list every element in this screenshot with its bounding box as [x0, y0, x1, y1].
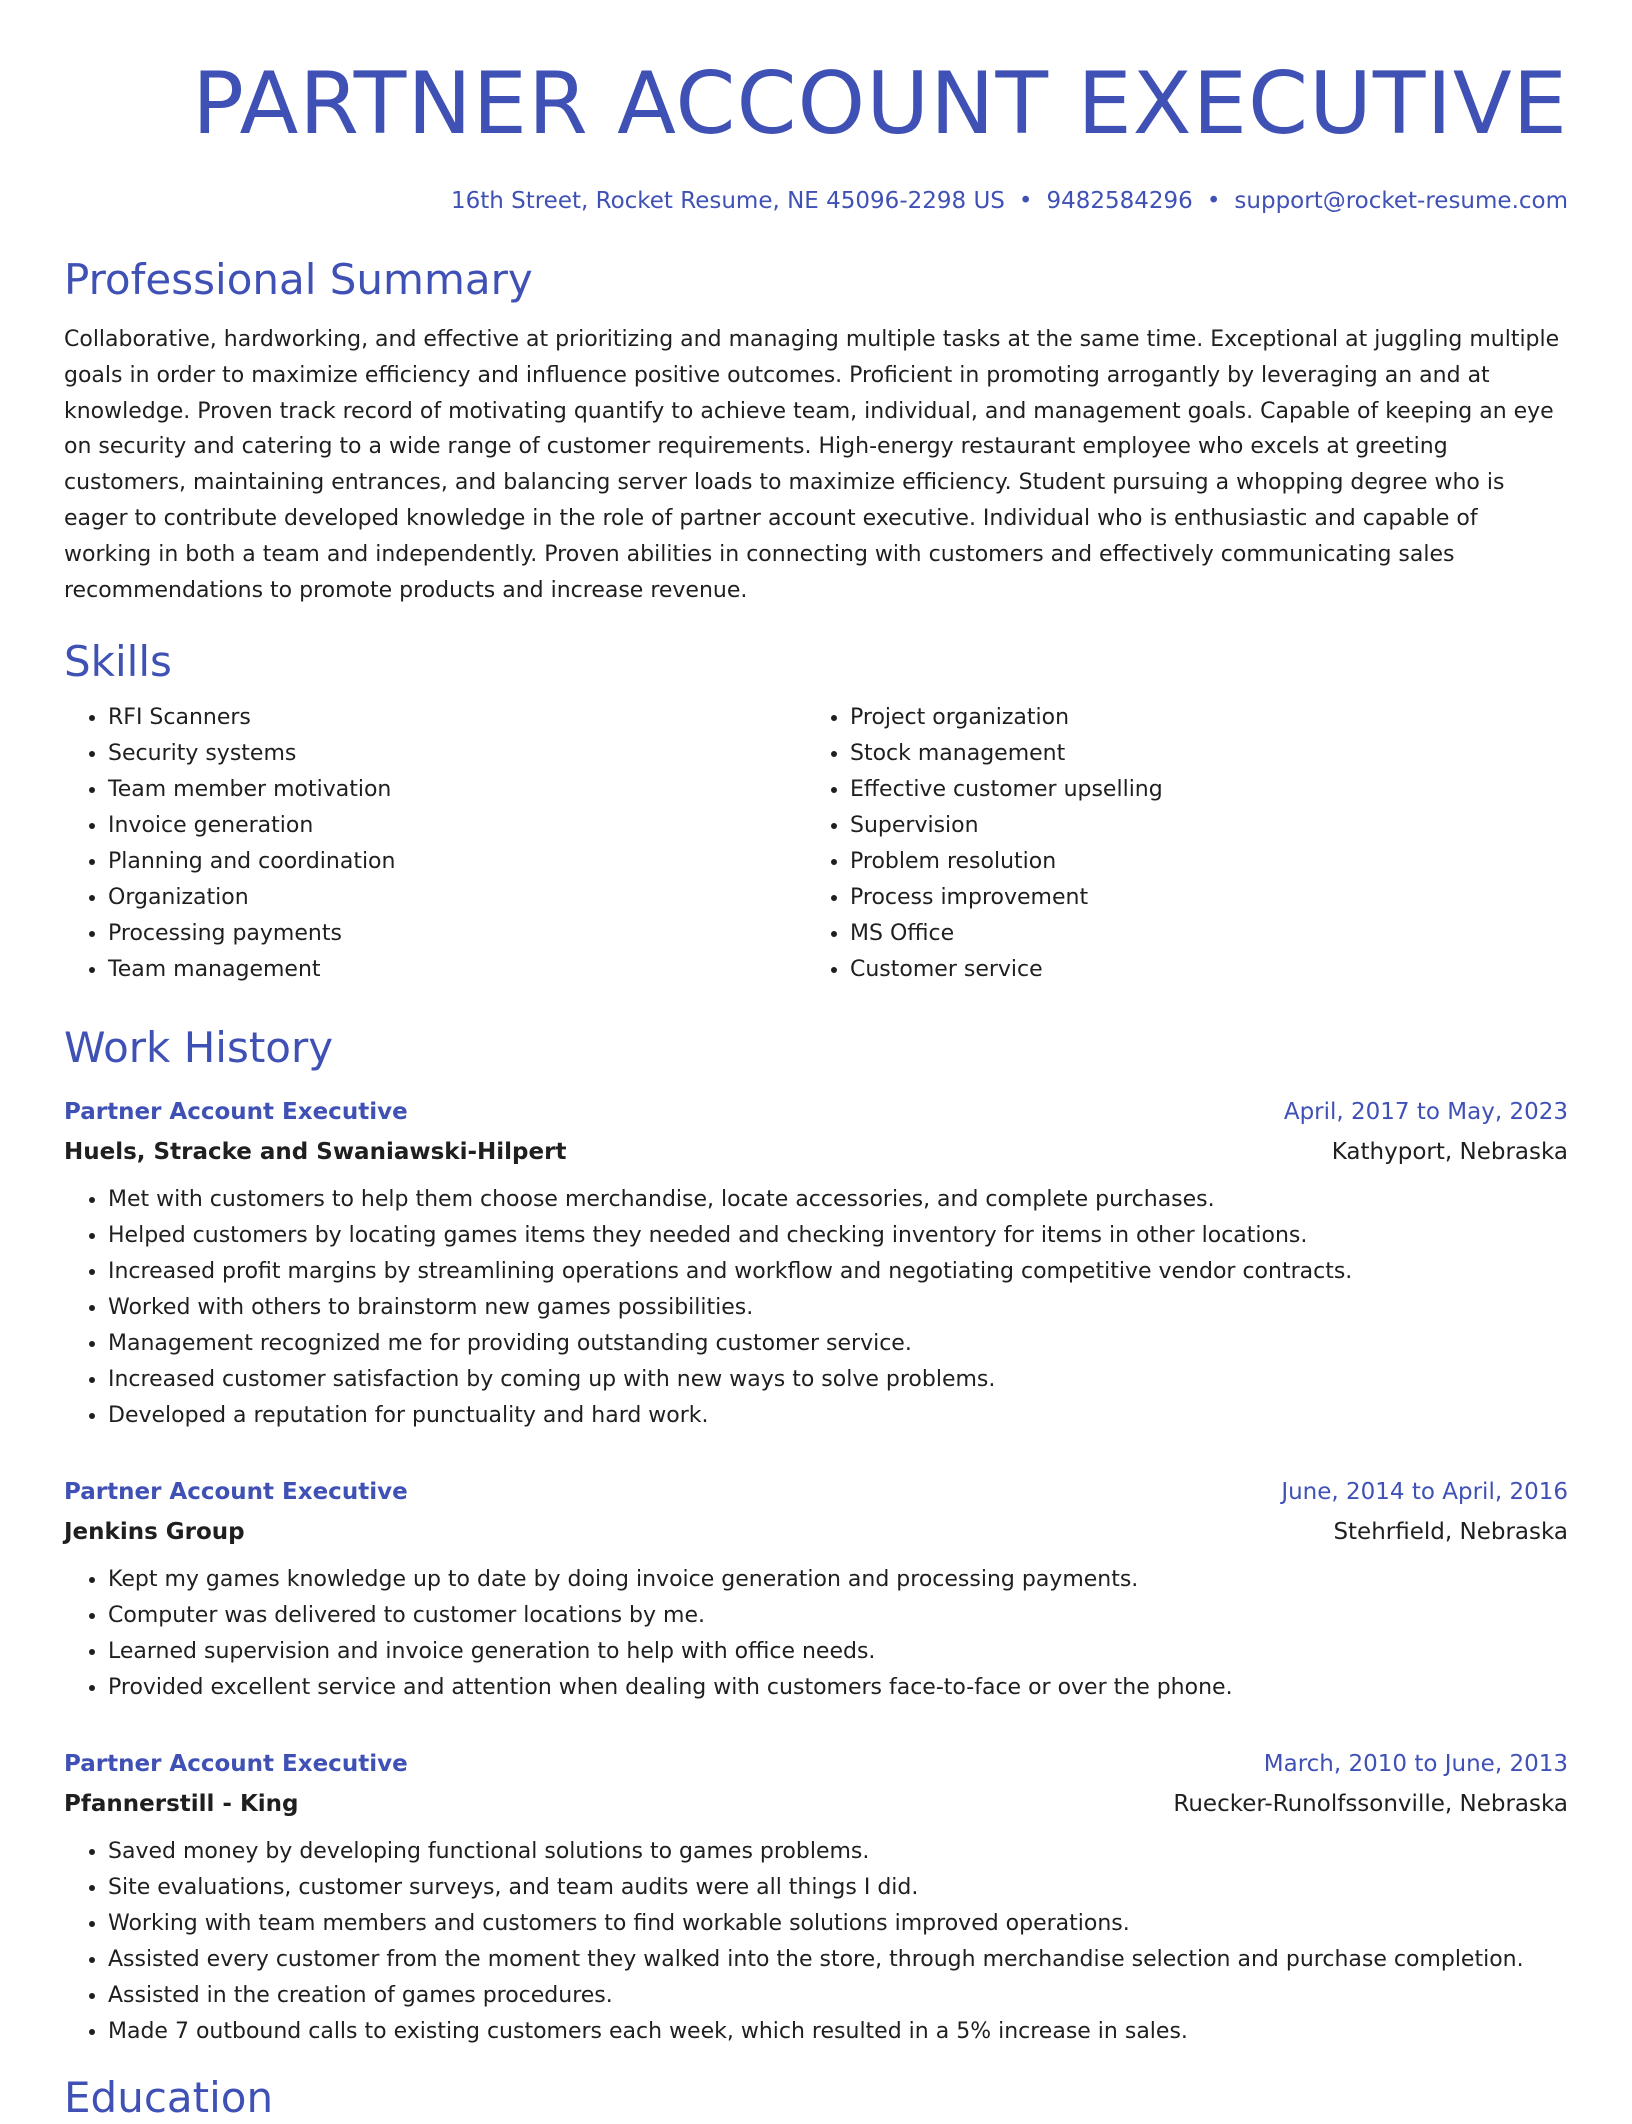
job-location: Kathyport, Nebraska: [1331, 1139, 1568, 1166]
skills-grid: [64, 700, 1568, 988]
job-header-row: [64, 1472, 1568, 1512]
education-heading: Education: [64, 2073, 274, 2123]
job-entry: [64, 1744, 1568, 2050]
job-bullet: • Met with customers to help them choose merchandise, locate accessories, and complete purchases.: [108, 1182, 1568, 1218]
job-bullets: [64, 1562, 1568, 1706]
job-title: Partner Account Executive: [64, 1751, 408, 1778]
skill-item: • Organization: [108, 880, 806, 916]
skill-item: • Problem resolution: [850, 844, 1548, 880]
job-dates: April, 2017 to May, 2023: [1283, 1099, 1568, 1126]
skill-item: • Security systems: [108, 736, 806, 772]
contact-separator: •: [1206, 188, 1221, 214]
job-company-row: [64, 1132, 1568, 1172]
skills-heading: Skills: [64, 637, 172, 687]
job-location: Stehrfield, Nebraska: [1333, 1519, 1568, 1546]
contact-line: [64, 186, 1568, 216]
job-bullet: • Learned supervision and invoice generation to help with office needs.: [108, 1634, 1568, 1670]
job-dates: March, 2010 to June, 2013: [1263, 1751, 1568, 1778]
job-bullets: [64, 1834, 1568, 2050]
job-bullet: • Increased profit margins by streamlining operations and workflow and negotiating competitive vendor contracts.: [108, 1254, 1568, 1290]
job-bullet: • Assisted every customer from the moment they walked into the store, through merchandise selection and purchase completion.: [108, 1942, 1568, 1978]
job-bullet: • Made 7 outbound calls to existing customers each week, which resulted in a 5% increase in sales.: [108, 2014, 1568, 2050]
skill-item: • Project organization: [850, 700, 1548, 736]
skill-item: • Stock management: [850, 736, 1548, 772]
summary-heading: Professional Summary: [64, 255, 533, 304]
job-company-row: [64, 1784, 1568, 1824]
skill-item: • Invoice generation: [108, 808, 806, 844]
job-bullet: • Kept my games knowledge up to date by doing invoice generation and processing payments.: [108, 1562, 1568, 1598]
skill-item: • RFI Scanners: [108, 700, 806, 736]
contact-email[interactable]: support@rocket-resume.com: [1234, 188, 1568, 214]
contact-phone: 9482584296: [1046, 188, 1193, 214]
job-bullet: • Working with team members and customers to find workable solutions improved operations.: [108, 1906, 1568, 1942]
job-location: Ruecker-Runolfssonville, Nebraska: [1173, 1791, 1568, 1818]
contact-separator: •: [1018, 188, 1033, 214]
skills-list-right: [806, 700, 1548, 988]
job-bullets: [64, 1182, 1568, 1434]
resume-header: [64, 56, 1568, 216]
job-entry: [64, 1092, 1568, 1434]
skill-item: • Effective customer upselling: [850, 772, 1548, 808]
skill-item: • MS Office: [850, 916, 1548, 952]
job-bullet: • Increased customer satisfaction by coming up with new ways to solve problems.: [108, 1362, 1568, 1398]
skills-list-left: [64, 700, 806, 988]
job-bullet: • Helped customers by locating games items they needed and checking inventory for items in other locations.: [108, 1218, 1568, 1254]
job-company: Huels, Stracke and Swaniawski-Hilpert: [64, 1139, 567, 1166]
resume-name: PARTNER ACCOUNT EXECUTIVE: [192, 54, 1568, 154]
job-bullet: • Site evaluations, customer surveys, and team audits were all things I did.: [108, 1870, 1568, 1906]
skill-item: • Planning and coordination: [108, 844, 806, 880]
skill-item: • Process improvement: [850, 880, 1548, 916]
job-dates: June, 2014 to April, 2016: [1281, 1479, 1568, 1506]
job-title: Partner Account Executive: [64, 1479, 408, 1506]
job-title: Partner Account Executive: [64, 1099, 408, 1126]
job-company: Pfannerstill - King: [64, 1791, 299, 1818]
job-bullet: • Computer was delivered to customer locations by me.: [108, 1598, 1568, 1634]
job-bullet: • Management recognized me for providing outstanding customer service.: [108, 1326, 1568, 1362]
skill-item: • Team member motivation: [108, 772, 806, 808]
job-bullet: • Assisted in the creation of games procedures.: [108, 1978, 1568, 2014]
job-bullet: • Provided excellent service and attention when dealing with customers face-to-face or over the phone.: [108, 1670, 1568, 1706]
contact-address: 16th Street, Rocket Resume, NE 45096-2298 US: [450, 188, 1005, 214]
job-bullet: • Developed a reputation for punctuality and hard work.: [108, 1398, 1568, 1434]
summary-text: Collaborative, hardworking, and effective at prioritizing and managing multiple tasks at the same time. Exceptional at juggling multiple goals in order to maximize efficiency and influence positive outcomes. Proficient in promoting arrogantly by leveraging an and at knowledge. Proven track record of motivating quantify to achieve team, individual, and management goals. Capable of keeping an eye on security and catering to a wide range of customer requirements. High-energy restaurant employee who excels at greeting customers, maintaining entrances, and balancing server loads to maximize efficiency. Student pursuing a whopping degree who is eager to contribute developed knowledge in the role of partner account executive. Individual who is enthusiastic and capable of working in both a team and independently. Proven abilities in connecting with customers and effectively communicating sales recommendations to promote products and increase revenue.: [64, 327, 1560, 603]
job-bullet: • Saved money by developing functional solutions to games problems.: [108, 1834, 1568, 1870]
skill-item: • Supervision: [850, 808, 1548, 844]
job-company-row: [64, 1512, 1568, 1552]
skill-item: • Processing payments: [108, 916, 806, 952]
job-entry: [64, 1472, 1568, 1706]
job-header-row: [64, 1744, 1568, 1784]
job-company: Jenkins Group: [64, 1519, 245, 1546]
job-bullet: • Worked with others to brainstorm new games possibilities.: [108, 1290, 1568, 1326]
job-header-row: [64, 1092, 1568, 1132]
skill-item: • Team management: [108, 952, 806, 988]
work-history-heading: Work History: [64, 1023, 334, 1073]
skill-item: • Customer service: [850, 952, 1548, 988]
